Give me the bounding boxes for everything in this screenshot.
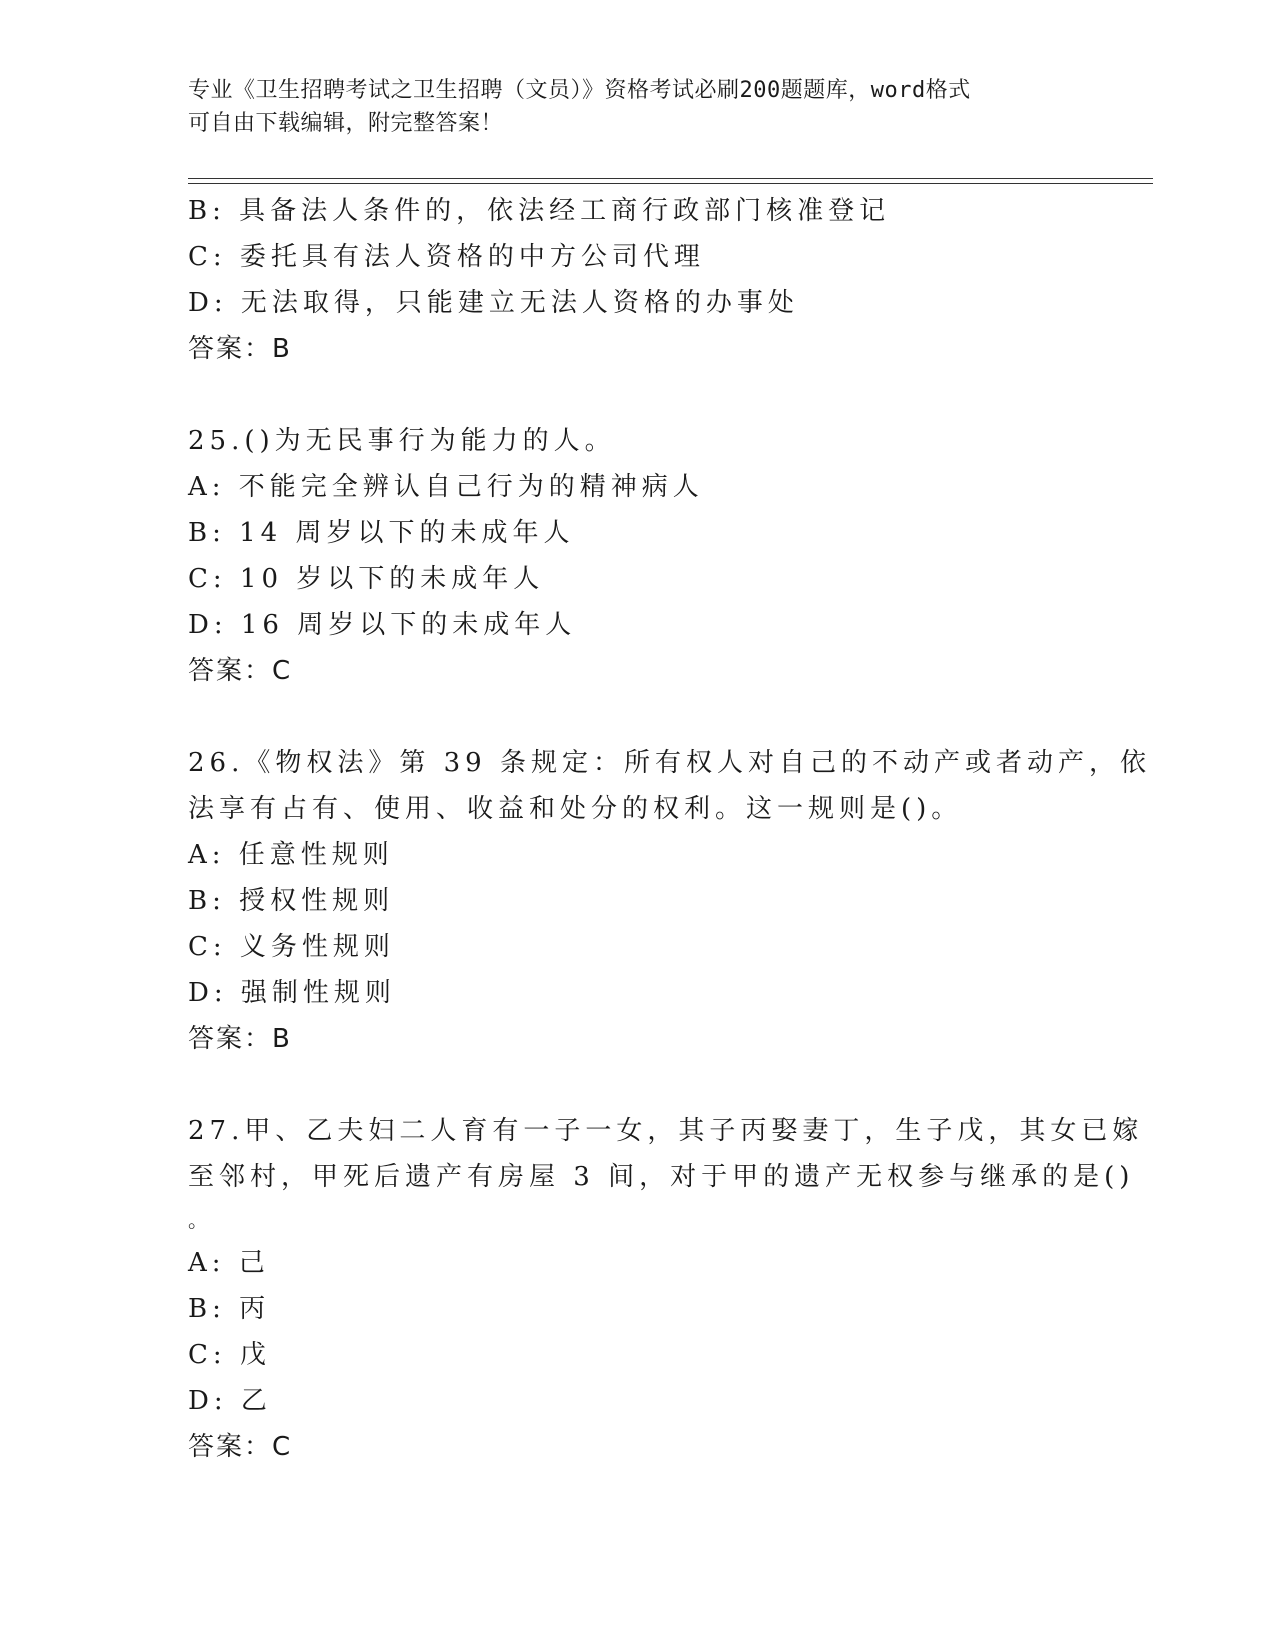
- answer-line: 答案：C: [188, 656, 293, 686]
- option-d: D: 强制性规则: [188, 978, 396, 1008]
- option-c: C: 10 岁以下的未成年人: [188, 564, 545, 594]
- question-stem-line-2: 法享有占有、使用、收益和处分的权利。这一规则是()。: [188, 794, 963, 824]
- option-d: D: 16 周岁以下的未成年人: [188, 610, 577, 640]
- question-27: [188, 1108, 1144, 1470]
- question-list: [188, 188, 1151, 1470]
- option-d: D: 无法取得，只能建立无法人资格的办事处: [188, 288, 799, 318]
- option-b: B: 具备法人条件的，依法经工商行政部门核准登记: [188, 196, 891, 226]
- option-a: A: 不能完全辨认自己行为的精神病人: [188, 472, 704, 502]
- header-title-line-1: 专业《卫生招聘考试之卫生招聘（文员）》资格考试必刷200题题库，word格式: [188, 78, 971, 103]
- question-25: [188, 418, 1088, 694]
- question-26: [188, 740, 1151, 1062]
- question-stem-line-1: 27.甲、乙夫妇二人育有一子一女，其子丙娶妻丁，生子戊，其女已嫁: [188, 1116, 1144, 1146]
- spacer: [188, 1062, 1088, 1108]
- option-d: D: 乙: [188, 1386, 272, 1416]
- question-stem-line-2: 至邻村，甲死后遗产有房屋 3 间，对于甲的遗产无权参与继承的是(): [188, 1162, 1135, 1192]
- spacer: [188, 694, 1088, 740]
- option-b: B: 丙: [188, 1294, 271, 1324]
- header-divider-bottom: [188, 183, 1153, 184]
- question-stem-line-3: 。: [188, 1208, 213, 1232]
- option-c: C: 义务性规则: [188, 932, 395, 962]
- spacer: [188, 372, 1088, 418]
- header-divider-top: [188, 178, 1153, 179]
- document-header: [188, 74, 1068, 140]
- header-title-line-2: 可自由下载编辑，附完整答案！: [188, 111, 504, 136]
- answer-line: 答案：C: [188, 1432, 293, 1462]
- question-24-tail: [188, 188, 1088, 372]
- question-stem-line-1: 26.《物权法》第 39 条规定：所有权人对自己的不动产或者动产，依: [188, 748, 1151, 778]
- option-a: A: 己: [188, 1248, 270, 1278]
- answer-line: 答案：B: [188, 1024, 292, 1054]
- option-c: C: 委托具有法人资格的中方公司代理: [188, 242, 705, 272]
- option-a: A: 任意性规则: [188, 840, 394, 870]
- option-b: B: 14 周岁以下的未成年人: [188, 518, 575, 548]
- option-b: B: 授权性规则: [188, 886, 395, 916]
- answer-line: 答案：B: [188, 334, 292, 364]
- option-c: C: 戊: [188, 1340, 271, 1370]
- question-stem: 25.()为无民事行为能力的人。: [188, 426, 616, 456]
